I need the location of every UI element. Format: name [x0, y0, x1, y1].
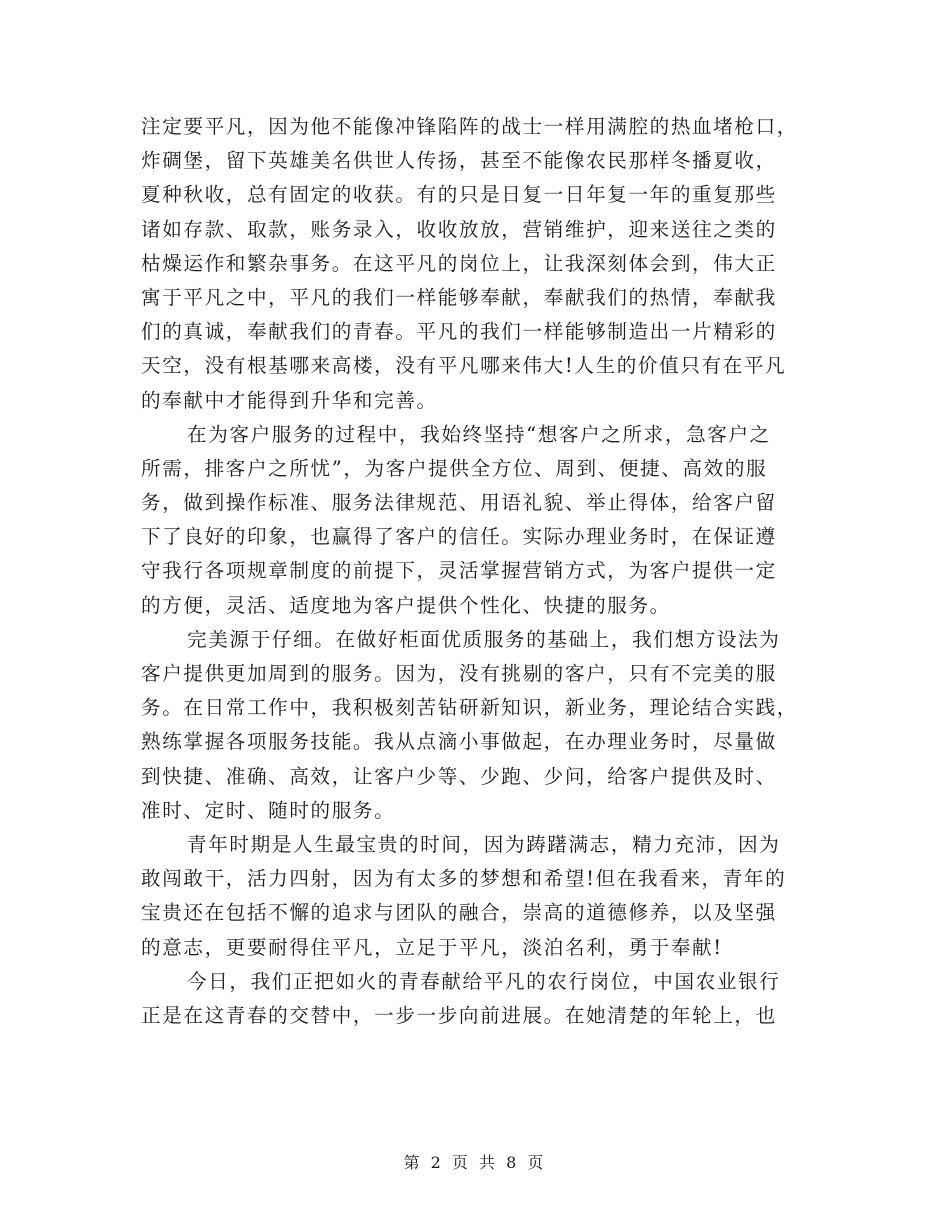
text-line: 准时、定时、随时的服务。: [141, 798, 396, 822]
text-line: 正是在这青春的交替中，一步一步向前进展。在她清楚的年轮上，也: [141, 1003, 777, 1027]
text-line: 在为客户服务的过程中，我始终坚持“想客户之所求，急客户之: [187, 422, 771, 446]
text-line: 天空，没有根基哪来高楼，没有平凡哪来伟大!人生的价值只有在平凡: [141, 354, 787, 378]
text-line: 敢闯敢干，活力四射，因为有太多的梦想和希望!但在我看来，青年的: [141, 867, 787, 891]
text-line: 寓于平凡之中，平凡的我们一样能够奉献，奉献我们的热情，奉献我: [141, 285, 777, 309]
text-line: 客户提供更加周到的服务。因为，没有挑剔的客户，只有不完美的服: [141, 662, 777, 685]
text-line: 诸如存款、取款，账务录入，收收放放，营销维护，迎来送往之类的: [141, 217, 777, 241]
text-line: 务。在日常工作中，我积极刻苦钻研新知识，新业务，理论结合实践，: [141, 696, 799, 720]
text-line: 青年时期是人生最宝贵的时间，因为踌躇满志，精力充沛，因为: [187, 832, 781, 856]
text-line: 的方便，灵活、适度地为客户提供个性化、快捷的服务。: [141, 593, 671, 617]
text-line: 下了良好的印象，也赢得了客户的信任。实际办理业务时，在保证遵: [141, 525, 777, 549]
text-line: 熟练掌握各项服务技能。我从点滴小事做起，在办理业务时，尽量做: [141, 730, 777, 754]
text-line: 的奉献中才能得到升华和完善。: [141, 388, 438, 412]
document-body: [141, 110, 811, 1033]
text-line: 注定要平凡，因为他不能像冲锋陷阵的战士一样用满腔的热血堵枪口，: [141, 115, 799, 138]
text-line: 完美源于仔细。在做好柜面优质服务的基础上，我们想方设法为: [187, 627, 781, 651]
text-line: 到快捷、准确、高效，让客户少等、少跑、少问，给客户提供及时、: [141, 764, 777, 788]
text-line: 今日，我们正把如火的青春献给平凡的农行岗位，中国农业银行: [187, 969, 781, 993]
page-footer: 第 2 页 共 8 页: [403, 1153, 547, 1172]
text-line: 所需，排客户之所忧”，为客户提供全方位、周到、便捷、高效的服: [141, 456, 768, 480]
text-line: 守我行各项规章制度的前提下，灵活掌握营销方式，为客户提供一定: [141, 559, 777, 583]
text-line: 夏种秋收，总有固定的收获。有的只是日复一日年复一年的重复那些: [141, 183, 777, 207]
text-line: 枯燥运作和繁杂事务。在这平凡的岗位上，让我深刻体会到，伟大正: [141, 251, 777, 275]
text-line: 的意志，更要耐得住平凡，立足于平凡，淡泊名利，勇于奉献!: [141, 935, 723, 959]
text-line: 宝贵还在包括不懈的追求与团队的融合，崇高的道德修养，以及坚强: [141, 901, 777, 925]
text-line: 炸碉堡，留下英雄美名供世人传扬，甚至不能像农民那样冬播夏收，: [141, 149, 777, 173]
text-line: 务，做到操作标准、服务法律规范、用语礼貌、举止得体，给客户留: [141, 491, 777, 515]
text-line: 们的真诚，奉献我们的青春。平凡的我们一样能够制造出一片精彩的: [141, 320, 777, 344]
